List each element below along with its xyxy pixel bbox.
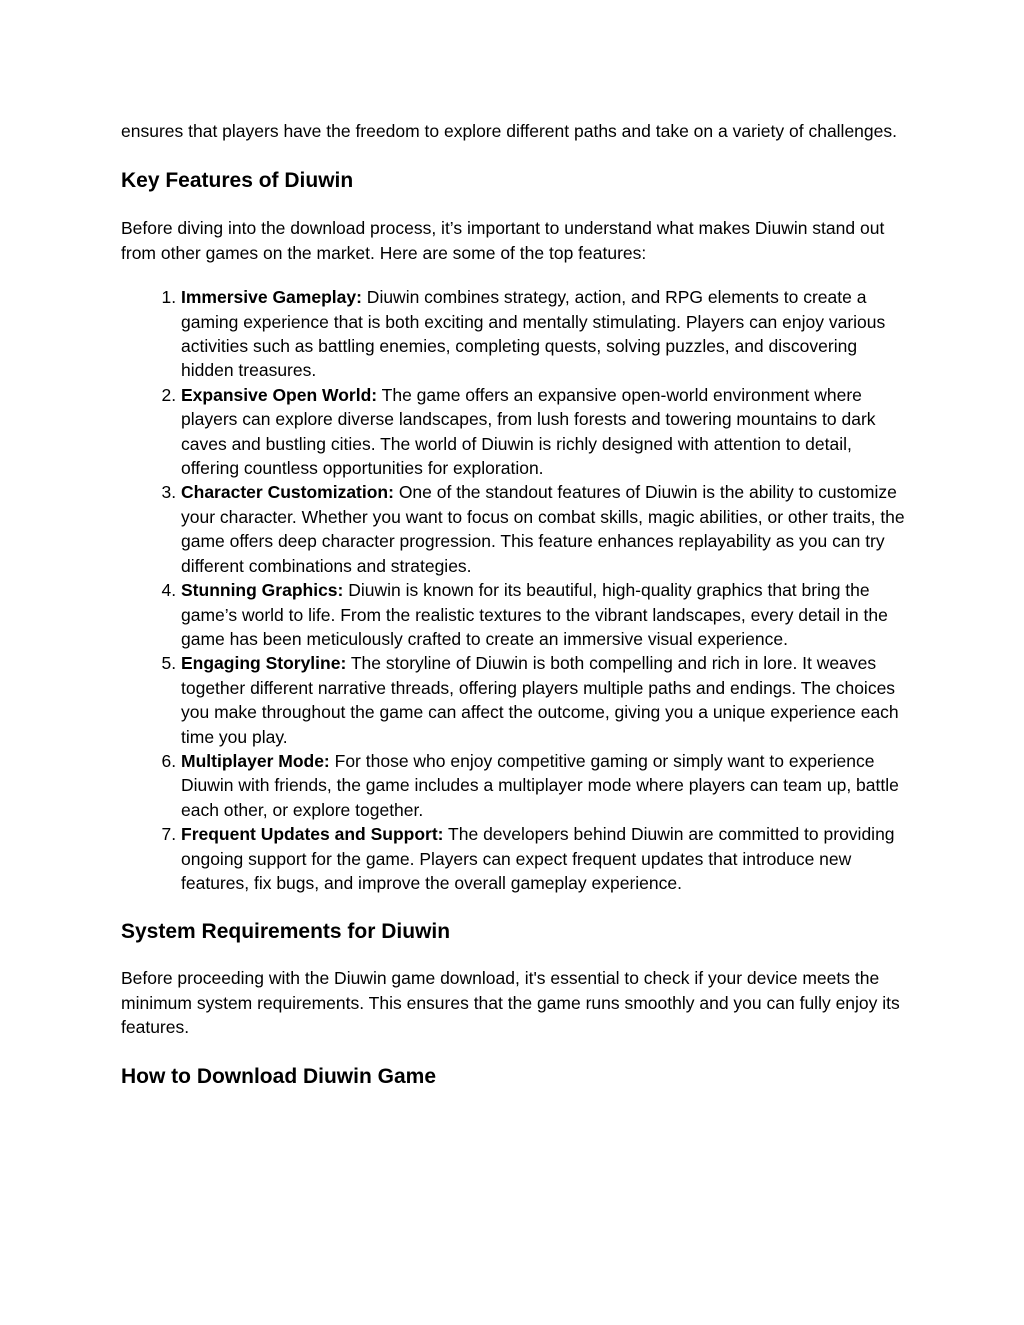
- key-features-intro: Before diving into the download process, it’s important to understand what makes Diuwin stand out from other games on the market. Here are some of the top features:: [121, 218, 885, 263]
- list-item: [181, 383, 911, 481]
- key-features-heading: Key Features of Diuwin: [121, 169, 354, 193]
- intro-paragraph: ensures that players have the freedom to explore different paths and take on a variety of challenges.: [121, 121, 897, 141]
- list-item: [181, 822, 911, 895]
- feature-text: Diuwin combines strategy, action, and RPG elements to create a gaming experience that is both exciting and mentally stimulating. Players can enjoy various activities such as battling enemies, completing quests, solving puzzles, and discovering hidden treasures.: [181, 287, 886, 381]
- list-item: [181, 651, 911, 749]
- list-item: [181, 285, 911, 383]
- feature-text: One of the standout features of Diuwin is the ability to customize your character. Whether you want to focus on combat skills, magic abilities, or other traits, the game offers deep character progression. This feature enhances replayability as you can try different combinations and strategies.: [181, 482, 905, 576]
- list-item: [181, 480, 911, 578]
- system-requirements-paragraph: Before proceeding with the Diuwin game download, it's essential to check if your device meets the minimum system requirements. This ensures that the game runs smoothly and you can fully enjoy its features.: [121, 968, 900, 1038]
- feature-title: Frequent Updates and Support:: [181, 824, 444, 845]
- feature-title: Character Customization:: [181, 482, 394, 503]
- feature-text: For those who enjoy competitive gaming or simply want to experience Diuwin with friends, the game includes a multiplayer mode where players can team up, battle each other, or explore together.: [181, 750, 899, 820]
- download-heading: How to Download Diuwin Game: [121, 1064, 436, 1088]
- list-item: [181, 749, 911, 822]
- features-list: [121, 285, 911, 895]
- feature-title: Immersive Gameplay:: [181, 287, 362, 308]
- list-item: [181, 578, 911, 651]
- feature-title: Expansive Open World:: [181, 384, 378, 405]
- feature-title: Engaging Storyline:: [181, 653, 347, 674]
- feature-text: The storyline of Diuwin is both compelling and rich in lore. It weaves together different narrative threads, offering players multiple paths and endings. The choices you make throughout the game can affect the outcome, giving you a unique experience each time you play.: [181, 653, 899, 747]
- feature-text: Diuwin is known for its beautiful, high-quality graphics that bring the game’s world to life. From the realistic textures to the vibrant landscapes, every detail in the game has been meticulously crafted to create an immersive visual experience.: [181, 580, 888, 649]
- feature-title: Stunning Graphics:: [181, 580, 344, 601]
- feature-text: The game offers an expansive open-world environment where players can explore diverse landscapes, from lush forests and towering mountains to dark caves and bustling cities. The world of Diuwin is richly designed with attention to detail, offering countless opportunities for exploration.: [181, 384, 876, 479]
- document-content: [121, 119, 911, 1090]
- feature-text: The developers behind Diuwin are committed to providing ongoing support for the game. Players can expect frequent updates that introduce new features, fix bugs, and improve the overall gameplay experience.: [181, 824, 895, 893]
- feature-title: Multiplayer Mode:: [181, 750, 330, 771]
- system-requirements-heading: System Requirements for Diuwin: [121, 920, 451, 944]
